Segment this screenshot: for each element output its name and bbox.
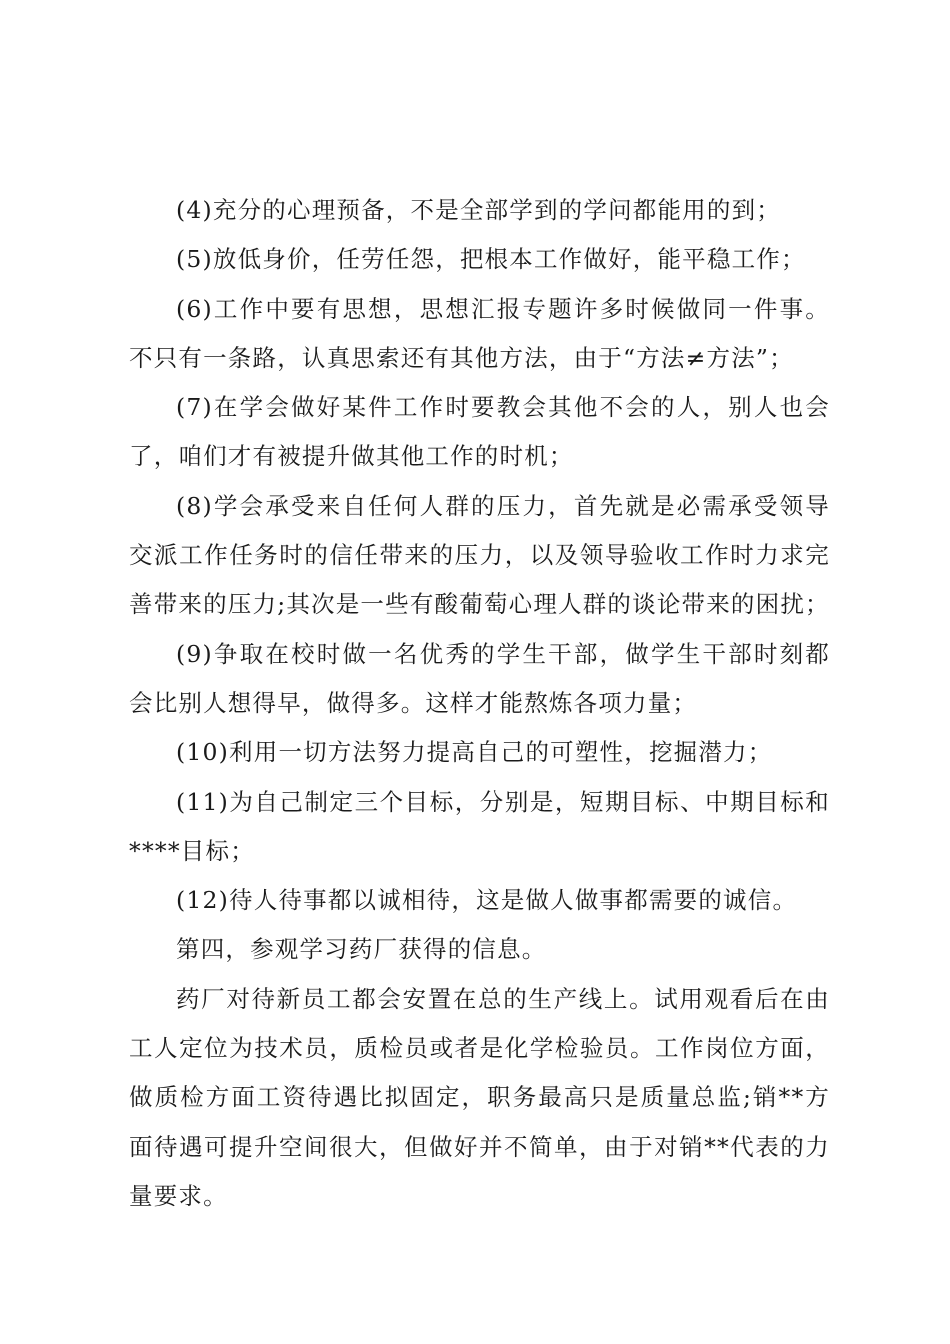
paragraph-item-6: (6)工作中要有思想，思想汇报专题许多时候做同一件事。不只有一条路，认真思索还有其他方法，由于“方法≠方法”； [129, 294, 830, 372]
section-heading-fourth: 第四，参观学习药厂获得的信息。 [176, 935, 547, 964]
paragraph-item-12: (12)待人待事都以诚相待，这是做人做事都需要的诚信。 [176, 886, 798, 915]
paragraph-item-5: (5)放低身价，任劳任怨，把根本工作做好，能平稳工作； [176, 245, 806, 274]
paragraph-pharma-factory: 药厂对待新员工都会安置在总的生产线上。试用观看后在由工人定位为技术员，质检员或者是化学检验员。工作岗位方面，做质检方面工资待遇比拟固定，职务最高只是质量总监;销**方面待遇可提升空间很大，但做好并不简单，由于对销**代表的力量要求。 [129, 984, 830, 1210]
document-body [129, 186, 830, 1221]
paragraph-item-4: (4)充分的心理预备，不是全部学到的学问都能用的到； [176, 196, 781, 224]
paragraph-item-10: (10)利用一切方法努力提高自己的可塑性，挖掘潜力； [176, 738, 773, 767]
paragraph-item-7: (7)在学会做好某件工作时要教会其他不会的人，别人也会了，咱们才有被提升做其他工作的时机； [129, 393, 830, 471]
paragraph-item-9: (9)争取在校时做一名优秀的学生干部，做学生干部时刻都会比别人想得早，做得多。这样才能熬炼各项力量； [129, 639, 830, 717]
paragraph-item-11: (11)为自己制定三个目标，分别是，短期目标、中期目标和****目标； [129, 787, 830, 865]
paragraph-item-8: (8)学会承受来自任何人群的压力，首先就是必需承受领导交派工作任务时的信任带来的压力，以及领导验收工作时力求完善带来的压力;其次是一些有酸葡萄心理人群的谈论带来的困扰； [129, 491, 830, 619]
